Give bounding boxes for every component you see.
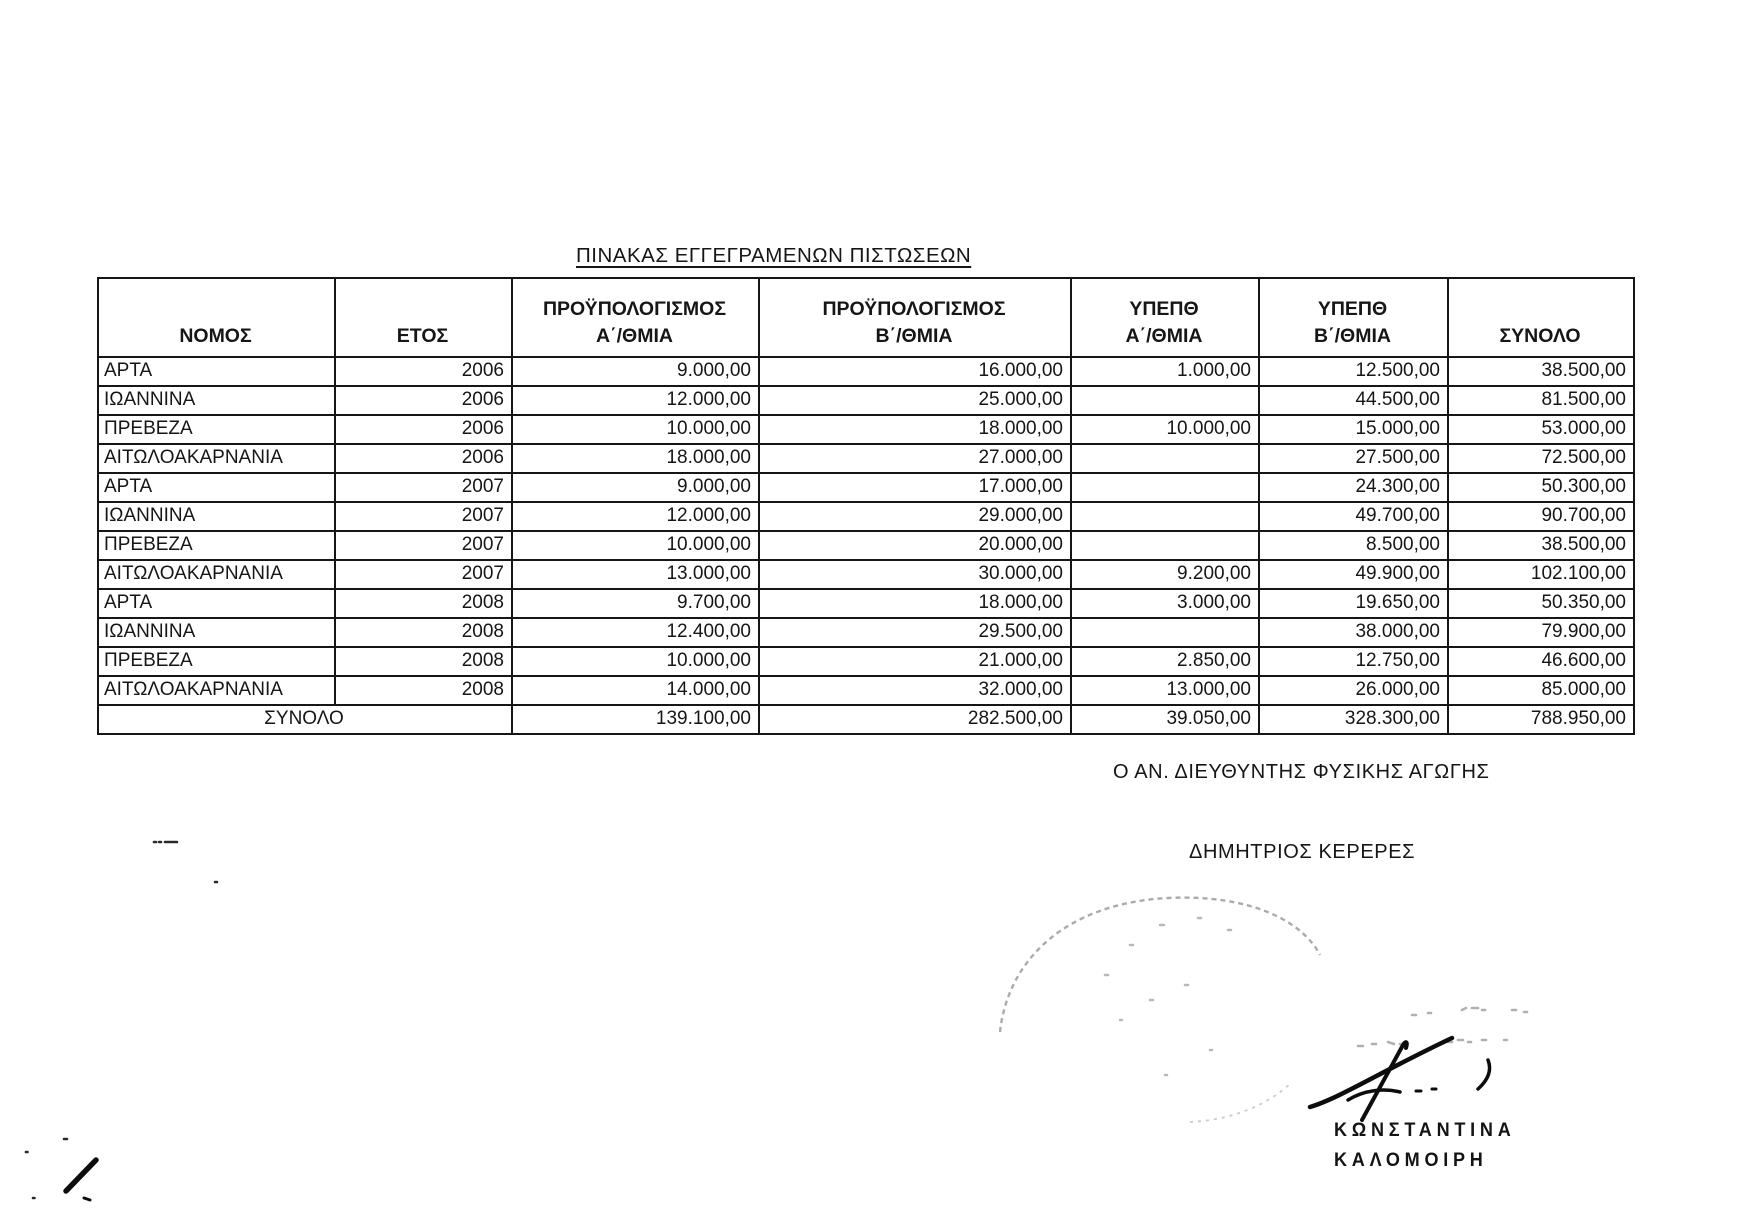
table-totals-row: [98, 705, 1634, 734]
cell-nomos: ΑΡΤΑ: [98, 357, 335, 386]
header-line: Α΄/ΘΜΙΑ: [596, 324, 673, 347]
cell-etos: 2008: [335, 676, 512, 705]
cell-budget-b: 32.000,00: [759, 676, 1071, 705]
cell-budget-b: 18.000,00: [759, 589, 1071, 618]
cell-synolo: 102.100,00: [1448, 560, 1634, 589]
cell-nomos: ΙΩΑΝΝΙΝΑ: [98, 386, 335, 415]
cell-budget-b: 18.000,00: [759, 415, 1071, 444]
cell-ypepth-a: [1071, 386, 1259, 415]
table-row: [98, 386, 1634, 415]
handwritten-signature: [1310, 1038, 1490, 1120]
cell-ypepth-b: 27.500,00: [1259, 444, 1448, 473]
cell-budget-b: 21.000,00: [759, 647, 1071, 676]
table-row: [98, 357, 1634, 386]
cell-nomos: ΑΙΤΩΛΟΑΚΑΡΝΑΝΙΑ: [98, 560, 335, 589]
cell-ypepth-b: 15.000,00: [1259, 415, 1448, 444]
col-header-ypepth-b: [1259, 278, 1448, 357]
cell-budget-a: 18.000,00: [512, 444, 759, 473]
header-line: ΥΠΕΠΘ: [1129, 298, 1199, 321]
stamp-text-remnants: [1358, 1008, 1527, 1046]
cell-nomos: ΠΡΕΒΕΖΑ: [98, 531, 335, 560]
cell-budget-a: 12.400,00: [512, 618, 759, 647]
stamp-signer-name-line2: ΚΑΛΟΜΟΙΡΗ: [1334, 1150, 1488, 1171]
cell-ypepth-b: 24.300,00: [1259, 473, 1448, 502]
cell-etos: 2007: [335, 473, 512, 502]
pen-mark: [66, 1160, 96, 1200]
cell-budget-a: 12.000,00: [512, 502, 759, 531]
cell-synolo: 38.500,00: [1448, 531, 1634, 560]
cell-synolo: 81.500,00: [1448, 386, 1634, 415]
table-row: [98, 531, 1634, 560]
cell-ypepth-a: [1071, 444, 1259, 473]
cell-etos: 2006: [335, 357, 512, 386]
cell-budget-b: 29.500,00: [759, 618, 1071, 647]
cell-budget-b: 27.000,00: [759, 444, 1071, 473]
cell-etos: 2008: [335, 647, 512, 676]
cell-nomos: ΑΙΤΩΛΟΑΚΑΡΝΑΝΙΑ: [98, 444, 335, 473]
header-line: ΠΡΟΫΠΟΛΟΓΙΣΜΟΣ: [542, 298, 727, 321]
cell-synolo: 85.000,00: [1448, 676, 1634, 705]
cell-etos: 2007: [335, 502, 512, 531]
header-line: ΣΥΝΟΛΟ: [1499, 324, 1581, 347]
table-row: [98, 444, 1634, 473]
cell-ypepth-b: 12.750,00: [1259, 647, 1448, 676]
totals-synolo: 788.950,00: [1448, 705, 1634, 734]
cell-budget-a: 13.000,00: [512, 560, 759, 589]
cell-budget-a: 14.000,00: [512, 676, 759, 705]
col-header-ypepth-a: [1071, 278, 1259, 357]
cell-budget-a: 9.000,00: [512, 473, 759, 502]
cell-synolo: 46.600,00: [1448, 647, 1634, 676]
table-row: [98, 473, 1634, 502]
header-line: ΥΠΕΠΘ: [1317, 298, 1388, 321]
cell-budget-a: 9.700,00: [512, 589, 759, 618]
cell-nomos: ΙΩΑΝΝΙΝΑ: [98, 618, 335, 647]
cell-ypepth-a: 3.000,00: [1071, 589, 1259, 618]
cell-budget-a: 10.000,00: [512, 647, 759, 676]
cell-budget-b: 29.000,00: [759, 502, 1071, 531]
totals-budget-a: 139.100,00: [512, 705, 759, 734]
header-line: Β΄/ΘΜΙΑ: [1314, 324, 1391, 347]
totals-budget-b: 282.500,00: [759, 705, 1071, 734]
cell-etos: 2006: [335, 386, 512, 415]
cell-synolo: 38.500,00: [1448, 357, 1634, 386]
signatory-name: ΔΗΜΗΤΡΙΟΣ ΚΕΡΕΡΕΣ: [1189, 841, 1416, 863]
table-row: [98, 647, 1634, 676]
cell-nomos: ΑΙΤΩΛΟΑΚΑΡΝΑΝΙΑ: [98, 676, 335, 705]
cell-nomos: ΠΡΕΒΕΖΑ: [98, 415, 335, 444]
cell-ypepth-b: 49.900,00: [1259, 560, 1448, 589]
table-row: [98, 502, 1634, 531]
document-title: ΠΙΝΑΚΑΣ ΕΓΓΕΓΡΑΜΕΝΩΝ ΠΙΣΤΩΣΕΩΝ: [576, 244, 972, 267]
cell-ypepth-b: 49.700,00: [1259, 502, 1448, 531]
cell-etos: 2007: [335, 531, 512, 560]
cell-ypepth-a: 2.850,00: [1071, 647, 1259, 676]
table-row: [98, 415, 1634, 444]
cell-synolo: 53.000,00: [1448, 415, 1634, 444]
table-header-row: [98, 278, 1634, 357]
cell-nomos: ΙΩΑΝΝΙΝΑ: [98, 502, 335, 531]
col-header-nomos: [98, 278, 335, 357]
cell-ypepth-b: 38.000,00: [1259, 618, 1448, 647]
cell-synolo: 50.300,00: [1448, 473, 1634, 502]
round-stamp-inner-marks: [1105, 918, 1231, 1075]
cell-budget-a: 12.000,00: [512, 386, 759, 415]
cell-ypepth-a: [1071, 531, 1259, 560]
stamp-signer-name-line1: ΚΩΝΣΤΑΝΤΙΝΑ: [1334, 1120, 1516, 1141]
totals-ypepth-a: 39.050,00: [1071, 705, 1259, 734]
credits-table: [97, 277, 1635, 735]
cell-ypepth-a: 10.000,00: [1071, 415, 1259, 444]
cell-nomos: ΑΡΤΑ: [98, 473, 335, 502]
cell-etos: 2008: [335, 618, 512, 647]
cell-synolo: 79.900,00: [1448, 618, 1634, 647]
cell-budget-a: 10.000,00: [512, 531, 759, 560]
totals-ypepth-b: 328.300,00: [1259, 705, 1448, 734]
table-row: [98, 589, 1634, 618]
cell-ypepth-b: 44.500,00: [1259, 386, 1448, 415]
cell-budget-b: 20.000,00: [759, 531, 1071, 560]
table-row: [98, 618, 1634, 647]
header-line: ΠΡΟΫΠΟΛΟΓΙΣΜΟΣ: [822, 298, 1006, 321]
totals-label: ΣΥΝΟΛΟ: [98, 705, 512, 734]
cell-ypepth-a: 9.200,00: [1071, 560, 1259, 589]
cell-etos: 2007: [335, 560, 512, 589]
col-header-synolo: [1448, 278, 1634, 357]
cell-etos: 2006: [335, 415, 512, 444]
header-line: ΝΟΜΟΣ: [179, 324, 252, 347]
cell-ypepth-a: [1071, 502, 1259, 531]
cell-synolo: 72.500,00: [1448, 444, 1634, 473]
cell-budget-b: 17.000,00: [759, 473, 1071, 502]
cell-budget-a: 10.000,00: [512, 415, 759, 444]
cell-nomos: ΠΡΕΒΕΖΑ: [98, 647, 335, 676]
cell-synolo: 50.350,00: [1448, 589, 1634, 618]
col-header-budget-b: [759, 278, 1071, 357]
round-stamp-outline: [1000, 898, 1320, 1032]
cell-ypepth-b: 19.650,00: [1259, 589, 1448, 618]
table-row: [98, 676, 1634, 705]
cell-etos: 2008: [335, 589, 512, 618]
signatory-role-line: Ο ΑΝ. ΔΙΕΥΘΥΝΤΗΣ ΦΥΣΙΚΗΣ ΑΓΩΓΗΣ: [1113, 761, 1490, 783]
cell-ypepth-a: 1.000,00: [1071, 357, 1259, 386]
cell-ypepth-a: [1071, 618, 1259, 647]
cell-budget-b: 16.000,00: [759, 357, 1071, 386]
header-line: Β΄/ΘΜΙΑ: [875, 324, 953, 347]
cell-budget-a: 9.000,00: [512, 357, 759, 386]
table-row: [98, 560, 1634, 589]
col-header-budget-a: [512, 278, 759, 357]
cell-ypepth-b: 8.500,00: [1259, 531, 1448, 560]
cell-etos: 2006: [335, 444, 512, 473]
col-header-etos: [335, 278, 512, 357]
cell-budget-b: 25.000,00: [759, 386, 1071, 415]
cell-budget-b: 30.000,00: [759, 560, 1071, 589]
scan-speck: [26, 842, 217, 1198]
cell-ypepth-b: 12.500,00: [1259, 357, 1448, 386]
cell-ypepth-a: [1071, 473, 1259, 502]
cell-ypepth-b: 26.000,00: [1259, 676, 1448, 705]
cell-synolo: 90.700,00: [1448, 502, 1634, 531]
header-line: Α΄/ΘΜΙΑ: [1125, 324, 1203, 347]
cell-nomos: ΑΡΤΑ: [98, 589, 335, 618]
cell-ypepth-a: 13.000,00: [1071, 676, 1259, 705]
header-line: ΕΤΟΣ: [396, 324, 449, 347]
round-stamp-outline-bottom: [1190, 1082, 1292, 1122]
